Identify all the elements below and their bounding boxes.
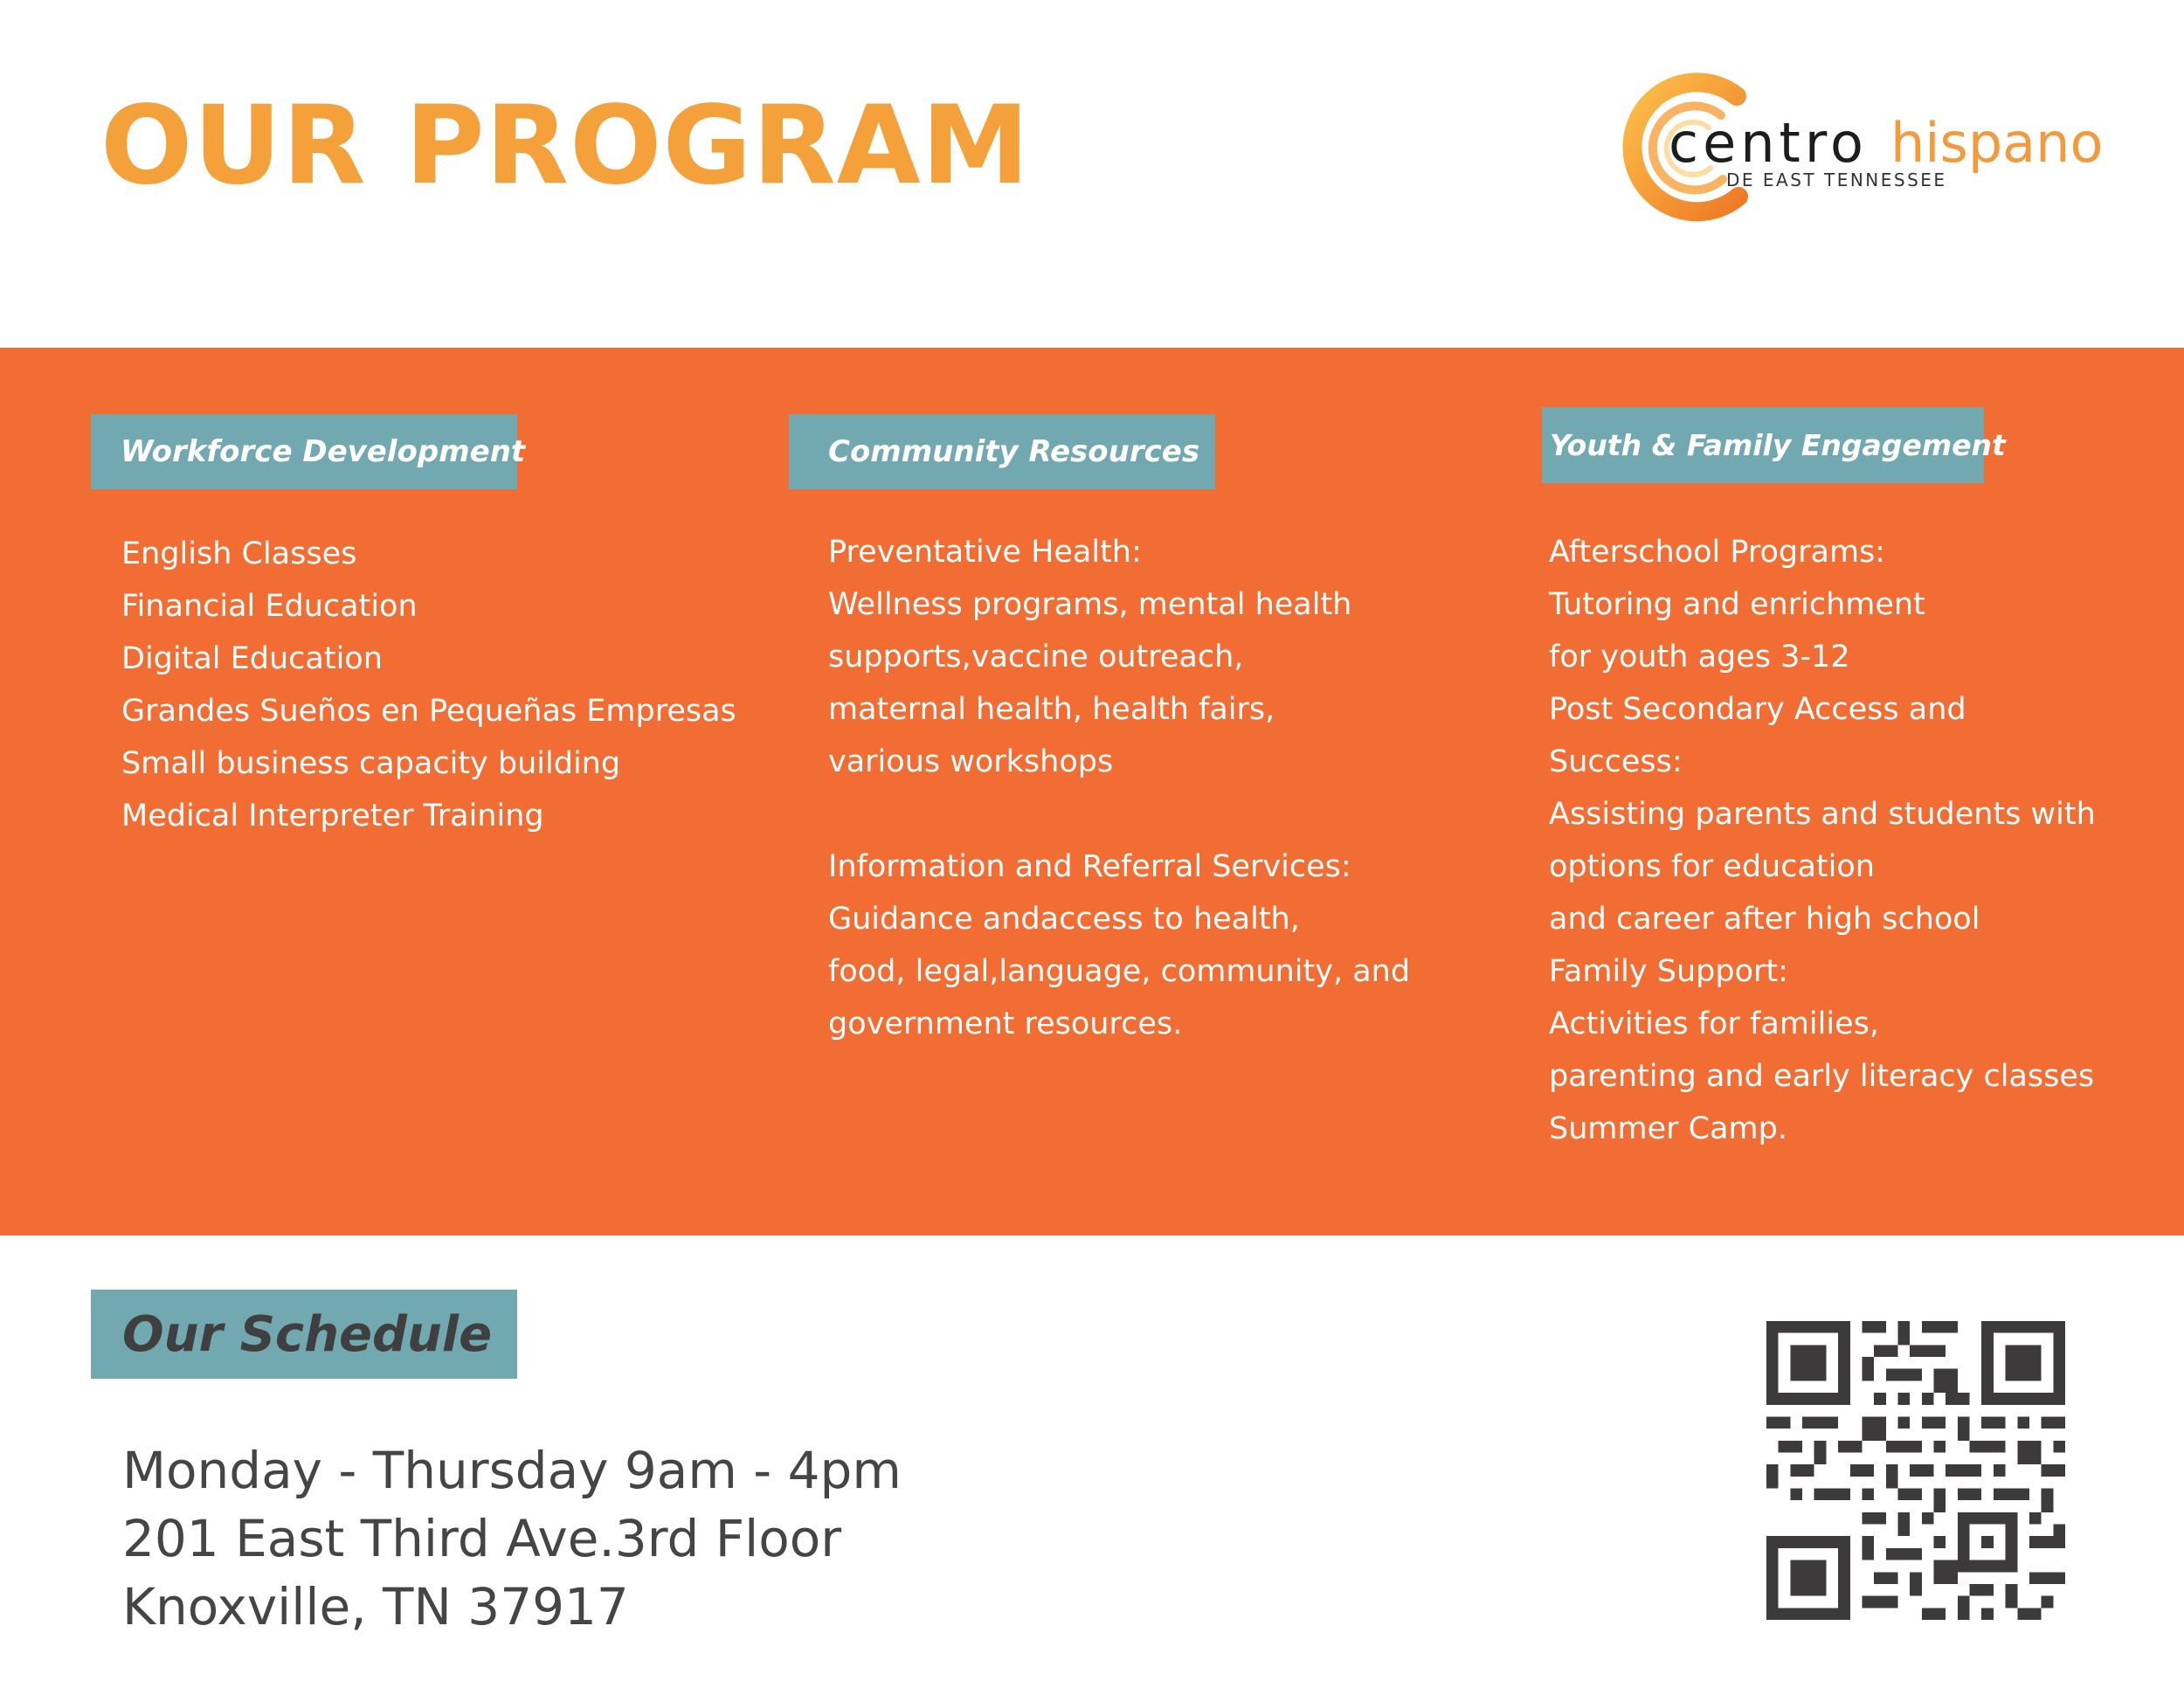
list-item: government resources. bbox=[828, 1007, 1183, 1041]
list-item bbox=[828, 788, 1410, 841]
list-item: Wellness programs, mental health bbox=[828, 587, 1352, 622]
list-item: Summer Camp. bbox=[1549, 1111, 1787, 1146]
schedule-details bbox=[122, 1436, 902, 1641]
list-item: and career after high school bbox=[1549, 902, 1980, 937]
youth-family-heading bbox=[1542, 407, 2006, 483]
workforce-development-heading bbox=[91, 414, 526, 489]
community-resources-heading bbox=[789, 414, 1215, 489]
address-line-2: Knoxville, TN 37917 bbox=[122, 1577, 629, 1636]
workforce-heading-text: Workforce Development bbox=[121, 434, 526, 469]
list-item: Information and Referral Services: bbox=[828, 849, 1351, 884]
schedule-heading bbox=[91, 1290, 517, 1379]
youth-heading-text: Youth & Family Engagement bbox=[1550, 428, 2006, 462]
list-item: Preventative Health: bbox=[828, 535, 1142, 570]
community-list bbox=[828, 526, 1410, 1050]
list-item: parenting and early literacy classes bbox=[1549, 1059, 2095, 1094]
list-item: Success: bbox=[1549, 744, 1683, 779]
list-item: Assisting parents and students with bbox=[1549, 797, 2096, 832]
list-item: various workshops bbox=[828, 744, 1114, 779]
list-item: Financial Education bbox=[121, 589, 418, 624]
youth-list bbox=[1549, 526, 2096, 1155]
logo-word-centro: centro bbox=[1669, 111, 1868, 175]
list-item: Activities for families, bbox=[1549, 1007, 1879, 1041]
list-item: for youth ages 3-12 bbox=[1549, 640, 1850, 675]
list-item: Digital Education bbox=[121, 641, 383, 676]
logo-subtitle: DE EAST TENNESSEE bbox=[1726, 169, 1947, 190]
list-item: Medical Interpreter Training bbox=[121, 799, 544, 834]
page-title: OUR PROGRAM bbox=[100, 83, 1031, 209]
logo-word-hispano: hispano bbox=[1890, 111, 2104, 175]
list-item: Guidance andaccess to health, bbox=[828, 902, 1300, 937]
schedule-heading-text: Our Schedule bbox=[122, 1305, 493, 1363]
schedule-hours: Monday - Thursday 9am - 4pm bbox=[122, 1441, 902, 1500]
list-item: Small business capacity building bbox=[121, 746, 621, 781]
list-item: maternal health, health fairs, bbox=[828, 692, 1275, 727]
community-heading-text: Community Resources bbox=[828, 434, 1200, 469]
list-item: food, legal,language, community, and bbox=[828, 954, 1411, 989]
list-item: Afterschool Programs: bbox=[1549, 535, 1886, 570]
list-item: options for education bbox=[1549, 849, 1875, 884]
list-item: supports,vaccine outreach, bbox=[828, 640, 1244, 675]
centro-hispano-logo bbox=[1606, 70, 2104, 227]
address-line-1: 201 East Third Ave.3rd Floor bbox=[122, 1509, 842, 1568]
list-item: English Classes bbox=[121, 536, 357, 571]
list-item: Grandes Sueños en Pequeñas Empresas bbox=[121, 694, 736, 729]
list-item: Tutoring and enrichment bbox=[1549, 587, 1925, 622]
list-item: Family Support: bbox=[1549, 954, 1788, 989]
workforce-list bbox=[121, 528, 736, 842]
list-item: Post Secondary Access and bbox=[1549, 692, 1966, 727]
qr-code-icon[interactable] bbox=[1766, 1321, 2065, 1620]
